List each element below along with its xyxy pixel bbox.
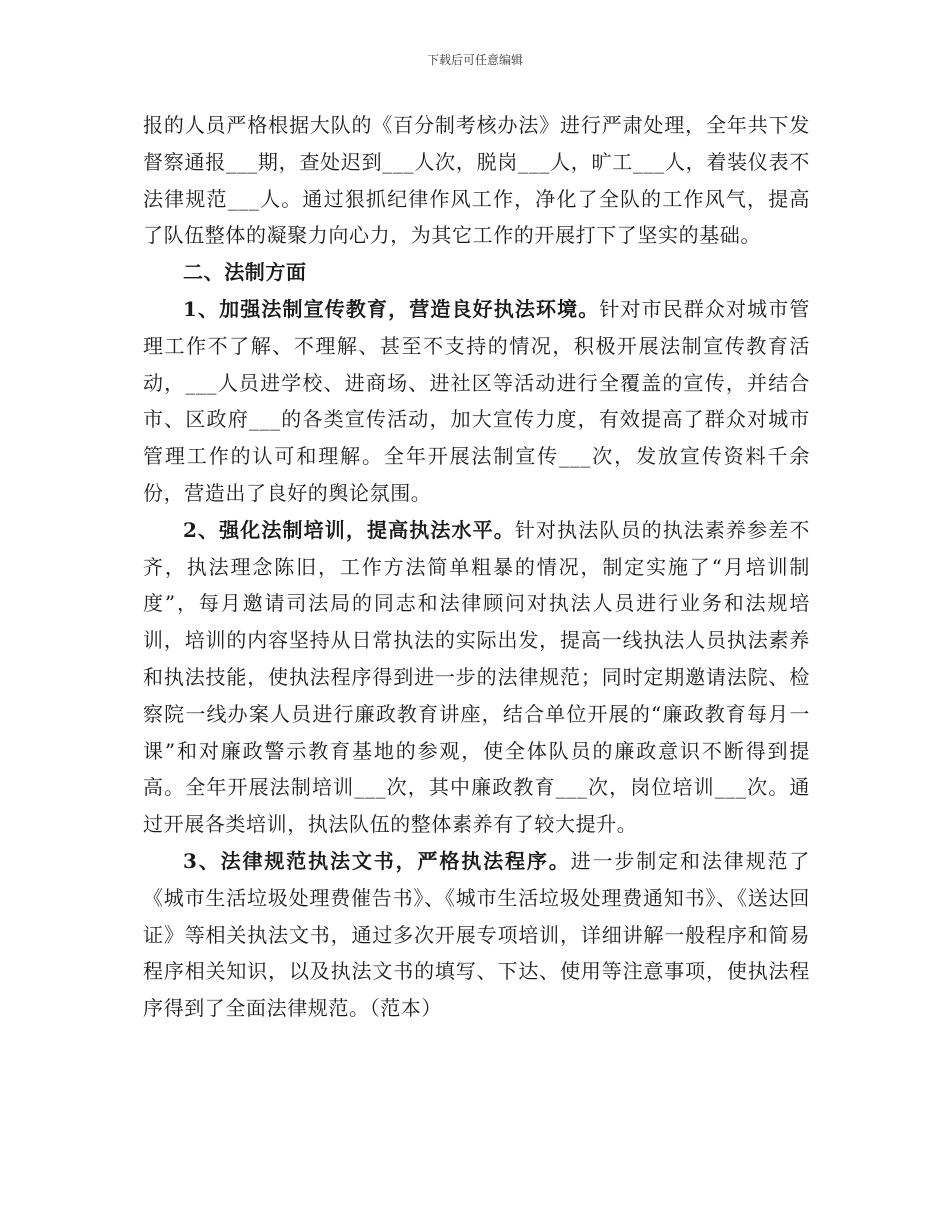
page-header: 下载后可任意编辑 <box>426 53 523 67</box>
document-body <box>143 107 810 1027</box>
paragraph-lead-publicity: 1、加强法制宣传教育，营造良好执法环境。 <box>183 296 600 321</box>
paragraph-legal-documents <box>143 843 810 1027</box>
paragraph-lead-documents: 3、法律规范执法文书，严格执法程序。 <box>183 848 571 873</box>
section-heading-legal: 二、法制方面 <box>183 260 307 285</box>
paragraph-text-publicity: 针对市民群众对城市管理工作不了解、不理解、甚至不支持的情况，积极开展法制宣传教育活动，___人员进学校、进商场、进社区等活动进行全覆盖的宣传，并结合市、区政府___的各类宣传活动，加大宣传力度，有效提高了群众对城市管理工作的认可和理解。全年开展法制宣传___次，发放宣传资料千余份，营造出了良好的舆论氛围。 <box>143 296 811 505</box>
paragraph-legal-training <box>143 512 810 843</box>
paragraph-legal-publicity <box>143 291 810 512</box>
paragraph-text-documents: 进一步制定和法律规范了《城市生活垃圾处理费催告书》、《城市生活垃圾处理费通知书》、《送达回证》等相关执法文书，通过多次开展专项培训，详细讲解一般程序和简易程序相关知识，以及执法文书的填写、下达、使用等注意事项，使执法程序得到了全面法律规范。（范本） <box>143 848 810 1021</box>
paragraph-discipline: 报的人员严格根据大队的《百分制考核办法》进行严肃处理，全年共下发督察通报___期，查处迟到___人次，脱岗___人，旷工___人，着装仪表不法律规范___人。通过狠抓纪律作风工作，净化了全队的工作风气，提高了队伍整体的凝聚力向心力，为其它工作的开展打下了坚实的基础。 <box>143 113 810 248</box>
paragraph-text-training: 针对执法队员的执法素养参差不齐，执法理念陈旧，工作方法简单粗暴的情况，制定实施了“月培训制度”，每月邀请司法局的同志和法律顾问对执法人员进行业务和法规培训，培训的内容坚持从日常执法的实际出发，提高一线执法人员执法素养和执法技能，使执法程序得到进一步的法律规范；同时定期邀请法院、检察院一线办案人员进行廉政教育讲座，结合单位开展的“廉政教育每月一课”和对廉政警示教育基地的参观，使全体队员的廉政意识不断得到提高。全年开展法制培训___次，其中廉政教育___次，岗位培训___次。通过开展各类培训，执法队伍的整体素养有了较大提升。 <box>143 517 811 837</box>
paragraph-lead-training: 2、强化法制培训，提高执法水平。 <box>183 517 515 542</box>
